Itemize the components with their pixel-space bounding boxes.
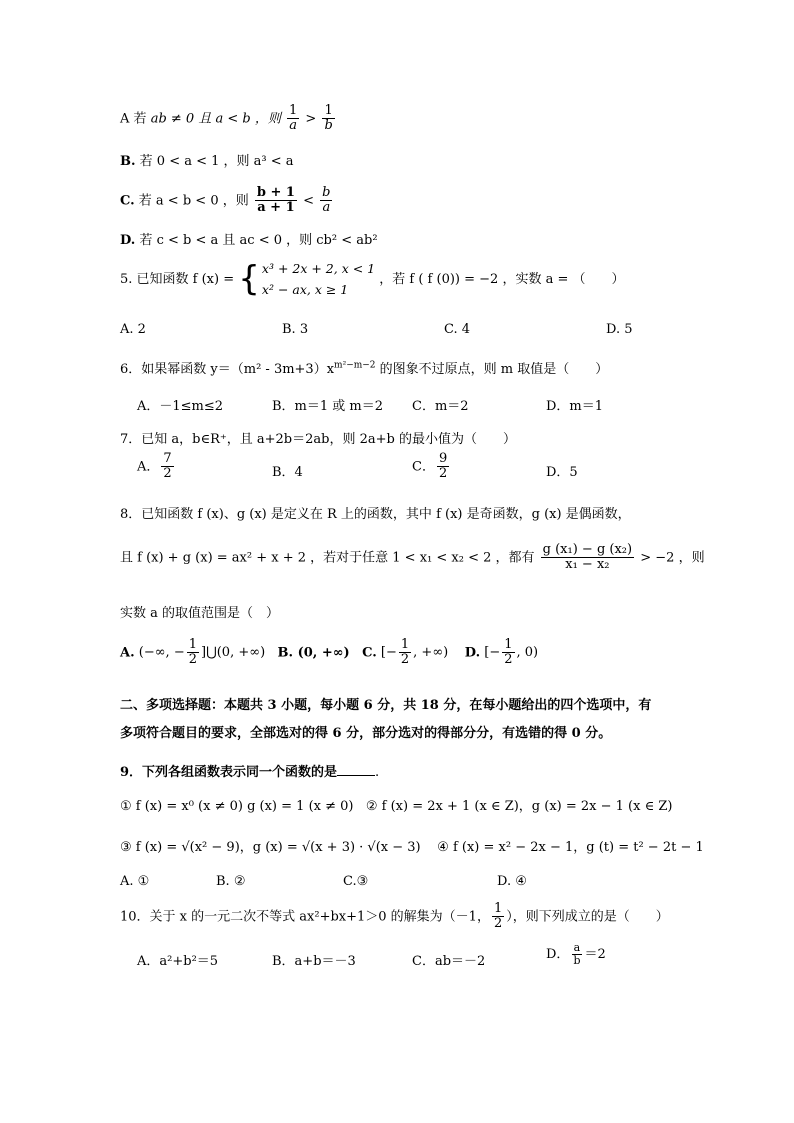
q9-option-c: C.③: [343, 874, 369, 889]
q6-option-b: B．m＝1 或 m＝2: [272, 399, 384, 414]
q8-line1: 8．已知函数 f (x)、g (x) 是定义在 R 上的函数，其中 f (x) 是奇函数，g (x) 是偶函数，: [120, 507, 631, 522]
q8-frac: $\frac{\text{g (x₁) − g (x₂)}}{\text{x₁ − x₂}}$: [542, 542, 633, 573]
q5-option-a: A. 2: [120, 322, 146, 337]
q4-c-frac1: $\frac{b + 1}{a + 1}$: [256, 185, 295, 216]
q8-option-c-label: C.: [362, 645, 377, 661]
q8-line3: 实数 a 的取值范围是（ ）: [120, 606, 280, 621]
q6-option-c: C．m＝2: [412, 399, 469, 414]
q10-option-b: B．a+b＝－3: [272, 954, 356, 969]
q4-option-c: C. 若 a < b < 0 ，则 $\frac{b + 1}{a + 1}$ < $\frac{b}{a}$: [120, 185, 331, 216]
q6-stem: 6．如果幂函数 $y=(m^2 - 3m+3)x^{m^2-m-2}$ 的图象不过原点，则 m 取值是（ ）: [120, 360, 609, 377]
section2-heading: 二、多项选择题：本题共 3 小题，每小题 6 分，共 18 分，在每小题给出的四个选项中，有 多项符合题目的要求，全部选对的得 6 分，部分选对的得部分分，有选错的得 0 分。: [120, 698, 652, 741]
q5-option-d: D. 5: [606, 322, 633, 337]
q7-option-d: D．5: [546, 465, 578, 480]
piecewise-def: x³ + 2x + 2, x < 1 x² − ax, x ≥ 1: [261, 261, 376, 298]
q7-option-b: B．4: [272, 465, 303, 480]
q7-stem: 7．已知 a，b∈R⁺，且 a+2b＝2ab，则 2a+b 的最小值为（ ）: [120, 432, 516, 447]
q8-option-d: [− $\frac{1}{2}$ , 0): [484, 637, 539, 668]
q9-item-row2: ③ f (x) = √(x² − 9)，g (x) = √(x + 3) · √(x − 3) ④ f (x) = x² − 2x − 1，g (t) = t² − 2t − 1: [120, 840, 704, 855]
q9-stem: 9．下列各组函数表示同一个函数的是 .: [120, 765, 380, 780]
q9-option-b: B. ②: [216, 874, 246, 889]
q8-option-a: (−∞, − $\frac{1}{2}$ ]⋃(0, +∞): [138, 637, 266, 668]
q8-option-d-label: D.: [464, 645, 481, 661]
q5-option-c: C. 4: [444, 322, 471, 337]
answer-blank: [337, 775, 375, 776]
q8-option-c: [− $\frac{1}{2}$ , +∞): [380, 637, 449, 668]
q9-item-row1: ① f (x) = x⁰ (x ≠ 0) g (x) = 1 (x ≠ 0) ② f (x) = 2x + 1 (x ∈ Z)，g (x) = 2x − 1 (x ∈ Z): [120, 799, 673, 814]
q5-stem: 5. 已知函数 f (x) = { x³ + 2x + 2, x < 1 x² − ax, x ≥ 1 ，若 f ( f (0)) = −2 ，实数 a = （ ）: [120, 259, 625, 300]
q4-a-frac2: $\frac{1}{b}$: [324, 103, 333, 134]
q9-option-a: A. ①: [120, 874, 150, 889]
q10-stem: 10．关于 x 的一元二次不等式 ax²+bx+1＞0 的解集为（－1， $\frac{1}{2}$ ），则下列成立的是（ ）: [120, 901, 669, 932]
q10-option-c: C．ab＝－2: [412, 954, 486, 969]
q8-option-b: B. (0, +∞): [277, 645, 350, 661]
q5-option-b: B. 3: [282, 322, 309, 337]
q4-option-d: D. 若 c < b < a 且 ac < 0 ，则 cb² < ab²: [120, 233, 378, 248]
q8-line2: 且 f (x) + g (x) = ax² + x + 2 ，若对于任意 1 < x₁ < x₂ < 2 ，都有 $\frac{\text{g (x₁) − g (x₂)}}{\text{x₁ − x₂}}$ > −2 ，则: [120, 542, 705, 573]
q7-option-a: A． $\frac{7}{2}$: [137, 451, 172, 482]
q4-option-b: B. 若 0 < a < 1 ，则 a³ < a: [120, 154, 294, 169]
q6-option-a: A．－1≤m≤2: [137, 399, 224, 414]
q10-option-d: D． $\frac{a}{b}$ ＝2: [546, 941, 606, 968]
q9-option-d: D. ④: [497, 874, 527, 889]
q10-option-a: A．a²+b²＝5: [137, 954, 219, 969]
q4-option-a: A 若 ab ≠ 0 且 a < b ，则 $\frac{1}{a}$ > $\frac{1}{b}$: [120, 103, 333, 134]
q8-options: [120, 638, 538, 668]
q4-a-frac1: $\frac{1}{a}$: [288, 103, 298, 134]
q7-option-c: C． $\frac{9}{2}$: [412, 451, 448, 482]
piecewise-brace: {: [238, 259, 260, 300]
q6-option-d: D．m＝1: [546, 399, 604, 414]
q8-option-a-label: A.: [120, 645, 135, 661]
q4-c-frac2: $\frac{b}{a}$: [322, 185, 331, 216]
